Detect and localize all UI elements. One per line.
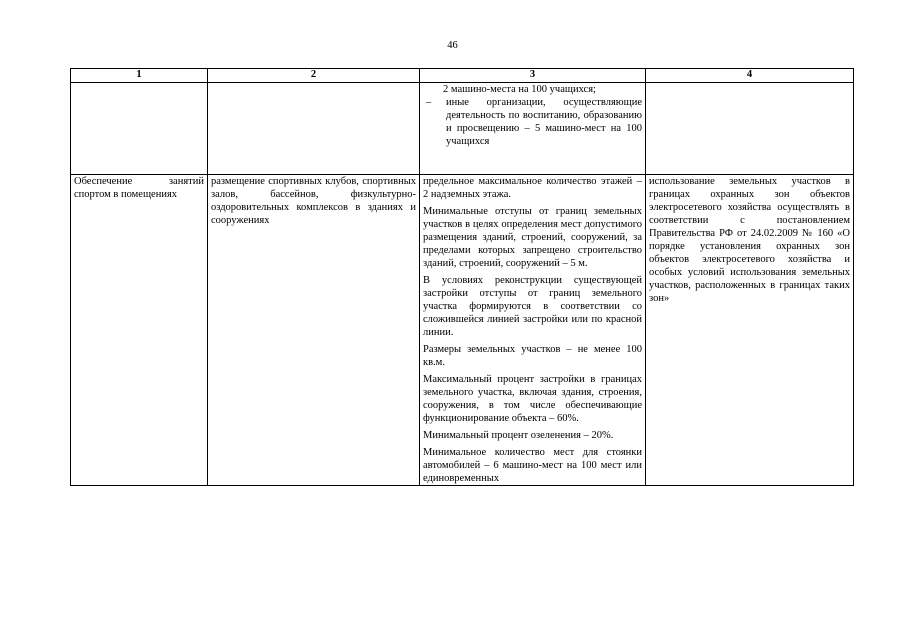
restrictions-cell: [646, 175, 854, 486]
parameter-paragraph: Минимальное количество мест для стоянки автомобилей – 6 машино-мест на 100 мест или единовременных: [423, 447, 642, 484]
parameter-paragraph: Минимальный процент озеленения – 20%.: [423, 430, 614, 441]
column-header-1: 1: [71, 69, 208, 83]
regulations-table: [70, 68, 854, 486]
description-text: размещение спортивных клубов, спортивных залов, бассейнов, физкультурно-оздоровительных комплексов в зданиях и сооружениях: [211, 176, 416, 226]
list-item: [423, 96, 642, 148]
use-type-text: Обеспечение занятий спортом в помещениях: [74, 176, 204, 200]
table-row: [71, 83, 854, 175]
parameter-paragraph: Максимальный процент застройки в границах земельного участка, включая здания, строения, сооружения, в том числе обеспечивающие функционирование объекта – 60%.: [423, 374, 642, 424]
table-row: [71, 175, 854, 486]
row1-col2-cell: [208, 83, 420, 175]
row1-col3-cell: [420, 83, 646, 175]
column-header-4: 4: [646, 69, 854, 83]
parameter-paragraph: предельное максимальное количество этажей – 2 надземных этажа.: [423, 176, 642, 200]
continued-text: 2 машино-места на 100 учащихся;: [443, 84, 596, 95]
description-cell: [208, 175, 420, 486]
header-row: [71, 69, 854, 83]
page-number: 46: [447, 40, 458, 51]
parameter-paragraph: Минимальные отступы от границ земельных участков в целях определения мест допустимого размещения зданий, строений, сооружений, за пределами которых запрещено строительство зданий, строений, сооружений – 5 м.: [423, 206, 642, 269]
restrictions-text: использование земельных участков в границах охранных зон объектов электросетевого хозяйства осуществлять в соответствии с постановлением Правительства РФ от 24.02.2009 № 160 «О порядке установления охранных зон объектов электросетевого хозяйства и особых условий использования земельных участков, расположенных в границах таких зон»: [649, 176, 850, 304]
parameter-paragraph: Размеры земельных участков – не менее 100 кв.м.: [423, 344, 642, 368]
use-type-cell: [71, 175, 208, 486]
row1-col1-cell: [71, 83, 208, 175]
list-item-text: иные организации, осуществляющие деятельность по воспитанию, образованию и просвещению – 5 машино-мест на 100 учащихся: [446, 97, 642, 147]
bullet-dash: –: [426, 97, 432, 108]
parameter-paragraph: В условиях реконструкции существующей застройки отступы от границ земельного участка формируются в соответствии со сложившейся линией застройки или по красной линии.: [423, 275, 642, 338]
row1-col4-cell: [646, 83, 854, 175]
parameters-cell: [420, 175, 646, 486]
column-header-2: 2: [208, 69, 420, 83]
column-header-3: 3: [420, 69, 646, 83]
